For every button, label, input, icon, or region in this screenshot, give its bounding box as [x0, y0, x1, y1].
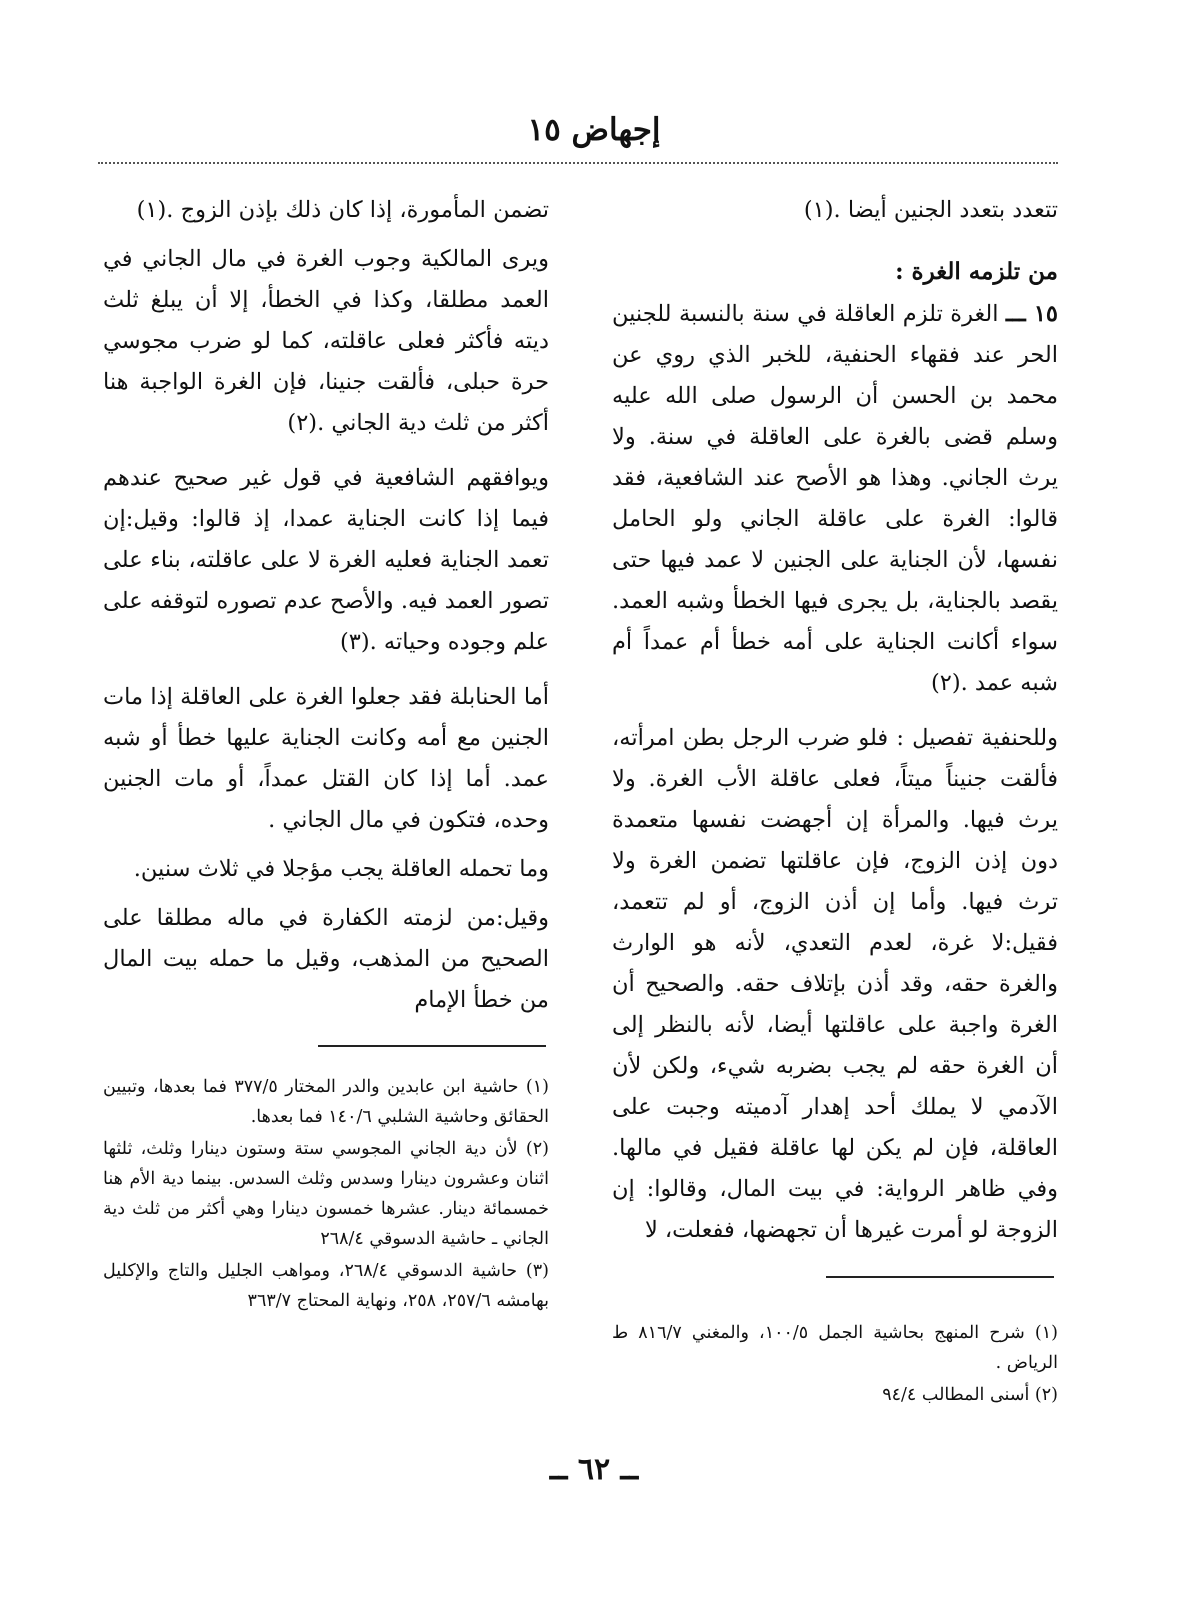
paragraph: ويوافقهم الشافعية في قول غير صحيح عندهم فيما إذا كانت الجناية عمدا، إذ قالوا: وقيل:إن تعمد الجناية فعليه الغرة لا على عاقلته، بناء على تصور العمد فيه. والأصح عدم تصوره لتوقفه على علم وجوده وحياته .(٣): [103, 465, 549, 655]
footnotes-left: [103, 1072, 549, 1318]
paragraph: تتعدد بتعدد الجنين أيضا .(١): [803, 197, 1058, 223]
paragraph: ويرى المالكية وجوب الغرة في مال الجاني في العمد مطلقا، وكذا في الخطأ، إلا أن يبلغ ثلث ديته فأكثر فعلى عاقلته، كما لو ضرب مجوسي حرة حبلى، فألقت جنينا، فإن الغرة الواجبة هنا أكثر من ثلث دية الجاني .(٢): [103, 246, 549, 436]
page-number: ــ ٦٢ ــ: [549, 1452, 639, 1487]
footnote-item: (١) شرح المنهج بحاشية الجمل ١٠٠/٥، والمغني ٨١٦/٧ ط الرياض .: [612, 1323, 1058, 1373]
paragraph: وقيل:من لزمته الكفارة في ماله مطلقا على الصحيح من المذهب، وقيل ما حمله بيت المال من خطأ الإمام: [103, 905, 549, 1013]
footnote-item: (٢) لأن دية الجاني المجوسي ستة وستون دينارا وثلث، ثلثها اثنان وعشرون دينارا وسدس وثلث السدس. بينما دية الأم هنا خمسمائة دينار. عشرها خمسون دينارا وهي أكثر من ثلث دية الجاني ـ حاشية الدسوقي ٢٦٨/٤: [103, 1139, 549, 1249]
paragraph: وللحنفية تفصيل : فلو ضرب الرجل بطن امرأته، فألقت جنيناً ميتاً، فعلى عاقلة الأب الغرة. ولا يرث فيها. والمرأة إن أجهضت نفسها متعمدة دون إذن الزوج، فإن عاقلتها تضمن الغرة ولا ترث فيها. وأما إن أذن الزوج، أو لم تتعمد، فقيل:لا غرة، لعدم التعدي، لأنه هو الوارث والغرة حقه، وقد أذن بإتلاف حقه. والصحيح أن الغرة واجبة على عاقلتها أيضا، لأنه بالنظر إلى أن الغرة حقه لم يجب بضربه شيء، ولكن لأن الآدمي لا يملك أحد إهدار آدميته وجبت على العاقلة، فإن لم يكن لها عاقلة فقيل في مالها. وفي ظاهر الرواية: في بيت المال، وقالوا: إن الزوجة لو أمرت غيرها أن تجهضها، ففعلت، لا: [612, 725, 1058, 1243]
footnote-item: (٣) حاشية الدسوقي ٢٦٨/٤، ومواهب الجليل والتاج والإكليل بهامشه ٢٥٧/٦، ٢٥٨، ونهاية المحتاج ٣٦٣/٧: [103, 1261, 549, 1311]
section-number: ١٥ ـــ: [1005, 301, 1059, 327]
paragraph: تضمن المأمورة، إذا كان ذلك بإذن الزوج .(١): [136, 197, 549, 223]
section-paragraph: [612, 294, 1058, 704]
left-column: [103, 190, 549, 1029]
footnotes-right: [612, 1318, 1058, 1412]
paragraph: وما تحمله العاقلة يجب مؤجلا في ثلاث سنين.: [133, 856, 549, 882]
section-heading: من تلزمه الغرة :: [895, 258, 1058, 285]
footnote-divider: [826, 1276, 1054, 1278]
section-text: الغرة تلزم العاقلة في سنة بالنسبة للجنين الحر عند فقهاء الحنفية، للخبر الذي روي عن محمد بن الحسن أن الرسول صلى الله عليه وسلم قضى بالغرة على العاقلة في سنة. ولا يرث الجاني. وهذا هو الأصح عند الشافعية، فقد قالوا: الغرة على عاقلة الجاني ولو الحامل نفسها، لأن الجناية على الجنين لا عمد فيها حتى يقصد بالجناية، بل يجرى فيها الخطأ وشبه العمد. سواء أكانت الجناية على أمه خطأ أم عمداً أم شبه عمد .(٢): [612, 301, 1058, 696]
page-header-title: إجهاض ١٥: [527, 112, 661, 148]
header-divider: [98, 162, 1058, 164]
footnote-item: (١) حاشية ابن عابدين والدر المختار ٣٧٧/٥ فما بعدها، وتبيين الحقائق وحاشية الشلبي ١٤٠/٦ فما بعدها.: [103, 1077, 549, 1127]
footnote-divider: [318, 1045, 546, 1047]
paragraph: أما الحنابلة فقد جعلوا الغرة على العاقلة إذا مات الجنين مع أمه وكانت الجناية عليها خطأ أو شبه عمد. أما إذا كان القتل عمداً، أو مات الجنين وحده، فتكون في مال الجاني .: [103, 684, 549, 833]
right-column: [612, 190, 1058, 1259]
footnote-item: (٢) أسنى المطالب ٩٤/٤: [882, 1385, 1058, 1405]
